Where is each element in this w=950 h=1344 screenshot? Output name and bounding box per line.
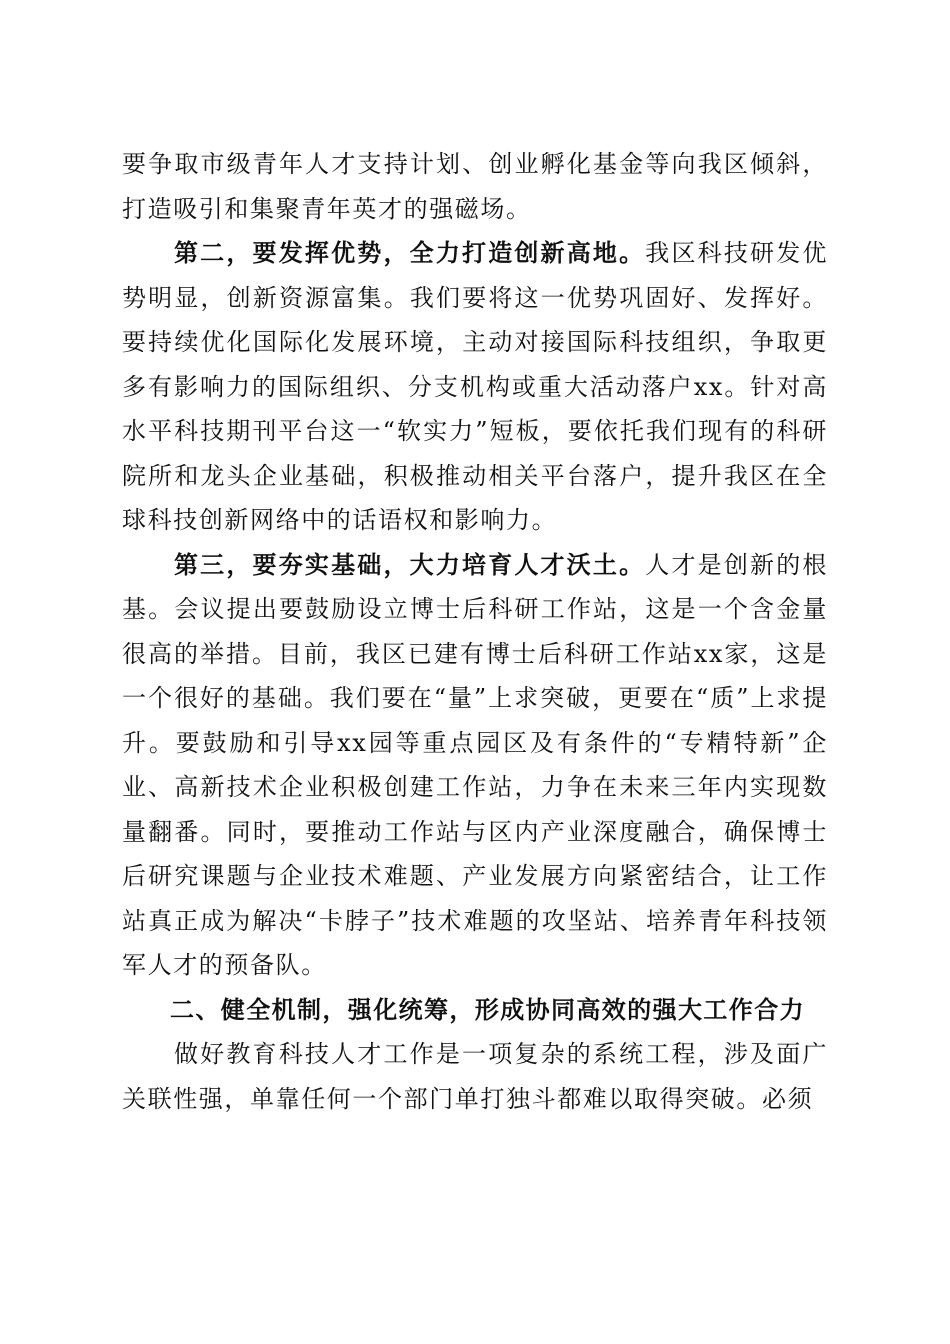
paragraph-1-text: 要争取市级青年人才支持计划、创业孵化基金等向我区倾斜，打造吸引和集聚青年英才的强磁场。 bbox=[122, 150, 828, 223]
paragraph-2 bbox=[122, 231, 828, 543]
paragraph-1 bbox=[122, 142, 828, 231]
paragraph-2-text: 我区科技研发优势明显，创新资源富集。我们要将这一优势巩固好、发挥好。要持续优化国际化发展环境，主动对接国际科技组织，争取更多有影响力的国际组织、分支机构或重大活动落户xx。针对高水平科技期刊平台这一“软实力”短板，要依托我们现有的科研院所和龙头企业基础，积极推动相关平台落户，提升我区在全球科技创新网络中的话语权和影响力。 bbox=[122, 239, 828, 534]
paragraph-3-text: 人才是创新的根基。会议提出要鼓励设立博士后科研工作站，这是一个含金量很高的举措。目前，我区已建有博士后科研工作站xx家，这是一个很好的基础。我们要在“量”上求突破，更要在“质”上求提升。要鼓励和引导xx园等重点园区及有条件的“专精特新”企业、高新技术企业积极创建工作站，力争在未来三年内实现数量翻番。同时，要推动工作站与区内产业深度融合，确保博士后研究课题与企业技术难题、产业发展方向紧密结合，让工作站真正成为解决“卡脖子”技术难题的攻坚站、培养青年科技领军人才的预备队。 bbox=[122, 550, 828, 979]
closing-paragraph: 做好教育科技人才工作是一项复杂的系统工程，涉及面广关联性强，单靠任何一个部门单打独斗都难以取得突破。必须 bbox=[122, 1040, 828, 1113]
paragraph-3 bbox=[122, 543, 828, 988]
document-body bbox=[122, 142, 828, 1121]
section-heading: 二、健全机制，强化统筹，形成协同高效的强大工作合力 bbox=[170, 995, 805, 1024]
paragraph-3-lead: 第三，要夯实基础，大力培育人才沃土。 bbox=[174, 549, 646, 579]
paragraph-2-lead: 第二，要发挥优势，全力打造创新高地。 bbox=[174, 238, 646, 267]
